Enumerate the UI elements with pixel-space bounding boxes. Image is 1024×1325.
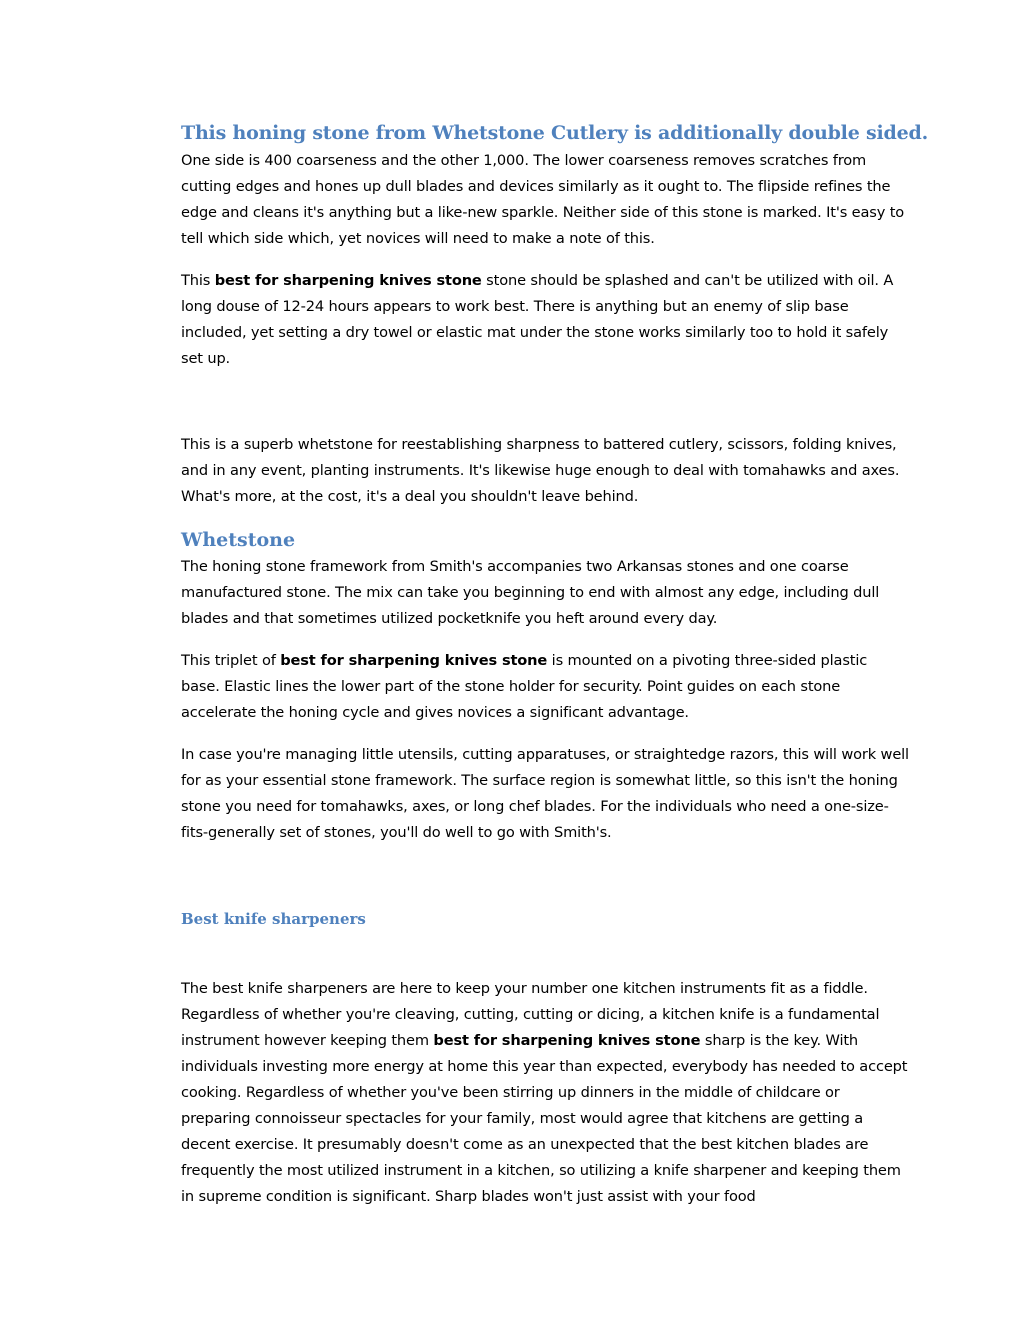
heading-best-knife-sharpeners: Best knife sharpeners bbox=[181, 910, 366, 928]
paragraph-triplet bbox=[181, 648, 909, 726]
keyword-bold: best for sharpening knives stone bbox=[280, 652, 548, 669]
keyword-bold: best for sharpening knives stone bbox=[214, 272, 482, 289]
heading-double-sided-stone: This honing stone from Whetstone Cutlery is additionally double sided. bbox=[181, 122, 928, 144]
vertical-gap bbox=[181, 846, 909, 908]
paragraph-smiths-framework: The honing stone framework from Smith's accompanies two Arkansas stones and one coarse manufactured stone. The mix can take you beginning to end with almost any edge, including dull blades and that sometimes utilized pocketknife you heft around every day. bbox=[181, 558, 880, 627]
paragraph-soaking bbox=[181, 268, 909, 372]
paragraph-text: is mounted on a pivoting three-sided plastic base. Elastic lines the lower part of the stone holder for security. Point guides on each stone accelerate the honing cycle and gives novices a significant advantage. bbox=[181, 652, 868, 721]
paragraph-text: sharp is the key. With individuals investing more energy at home this year than expected, everybody has needed to accept cooking. Regardless of whether you've been stirring up dinners in the middle of childcare or preparing connoisseur spectacles for your family, most would agree that kitchens are getting a decent exercise. It presumably doesn't come as an unexpected that the best kitchen blades are frequently the most utilized instrument in a kitchen, so utilizing a knife sharpener and keeping them in supreme condition is significant. Sharp blades won't just assist with your food bbox=[181, 1032, 908, 1205]
paragraph-text: stone should be splashed and can't be utilized with oil. A long douse of 12-24 hours appears to work best. There is anything but an enemy of slip base included, yet setting a dry towel or elastic mat under the stone works similarly too to hold it safely set up. bbox=[181, 272, 894, 367]
vertical-gap bbox=[181, 930, 909, 976]
paragraph-coarseness: One side is 400 coarseness and the other 1,000. The lower coarseness removes scratches from cutting edges and hones up dull blades and devices similarly as it ought to. The flipside refines the edge and cleans it's anything but a like-new sparkle. Neither side of this stone is marked. It's easy to tell which side which, yet novices will need to make a note of this. bbox=[181, 152, 905, 247]
paragraph-superb-whetstone: This is a superb whetstone for reestablishing sharpness to battered cutlery, scissors, folding knives, and in any event, planting instruments. It's likewise huge enough to deal with tomahawks and axes. What's more, at the cost, it's a deal you shouldn't leave behind. bbox=[181, 436, 900, 505]
vertical-gap bbox=[181, 372, 909, 432]
paragraph-text: This triplet of bbox=[181, 652, 281, 669]
keyword-bold: best for sharpening knives stone bbox=[433, 1032, 701, 1049]
document-page bbox=[181, 118, 928, 1210]
paragraph-small-utensils: In case you're managing little utensils, cutting apparatuses, or straightedge razors, this will work well for as your essential stone framework. The surface region is somewhat little, so this isn't the honing stone you need for tomahawks, axes, or long chef blades. For the individuals who need a one-size-fits-generally set of stones, you'll do well to go with Smith's. bbox=[181, 746, 909, 841]
paragraph-best-sharpeners bbox=[181, 976, 909, 1210]
paragraph-text: The best knife sharpeners are here to keep your number one kitchen instruments fit as a fiddle. Regardless of whether you're cleaving, cutting, cutting or dicing, a kitchen knife is a fundamental instrument however keeping them bbox=[181, 980, 880, 1049]
paragraph-text: This bbox=[181, 272, 215, 289]
heading-whetstone: Whetstone bbox=[181, 529, 296, 551]
